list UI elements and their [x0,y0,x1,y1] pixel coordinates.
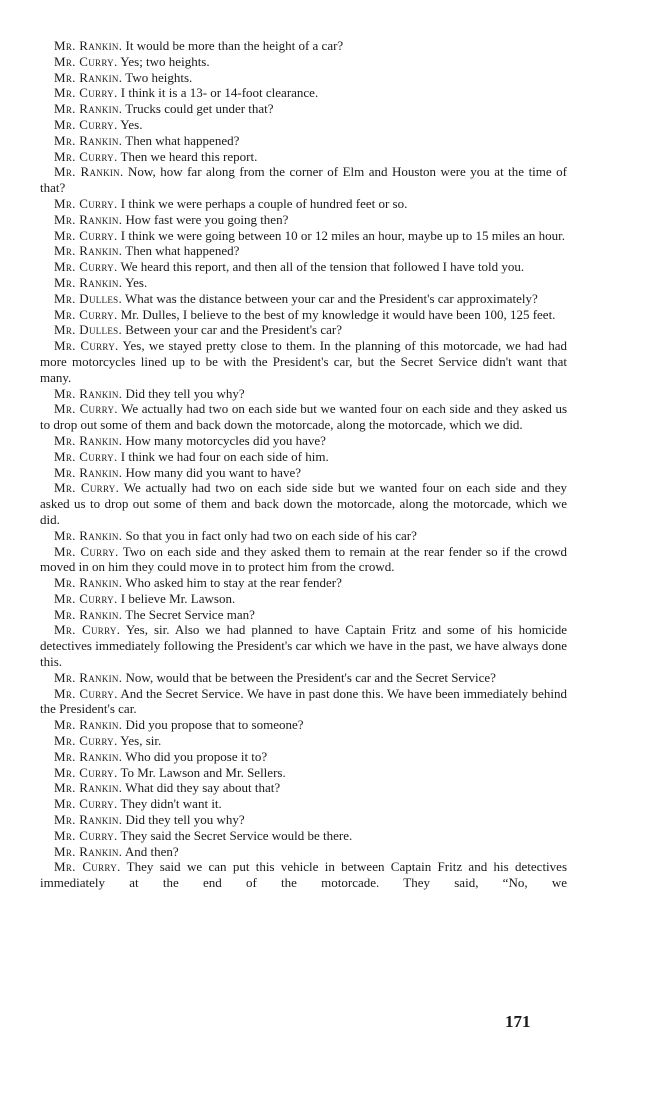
speaker-name: Mr. Curry. [54,85,118,101]
speaker-name: Mr. Rankin. [54,432,123,448]
speech-text: I believe Mr. Lawson. [120,590,236,606]
speaker-name: Mr. Curry. [54,401,118,417]
speaker-name: Mr. Rankin. [54,243,123,259]
testimony-paragraph [40,717,567,733]
testimony-paragraph [40,812,567,828]
testimony-paragraph [40,212,567,228]
speaker-name: Mr. Curry. [54,622,121,638]
speaker-name: Mr. Rankin. [54,132,123,148]
speaker-name: Mr. Curry. [54,148,118,164]
speaker-name: Mr. Rankin. [54,38,123,53]
testimony-paragraph [40,449,567,465]
speaker-name: Mr. Curry. [54,195,118,211]
speech-text: Did they tell you why? [125,812,245,828]
speaker-name: Mr. Curry. [54,764,118,780]
testimony-paragraph [40,70,567,86]
testimony-paragraph [40,607,567,623]
testimony-paragraph [40,38,567,54]
speaker-name: Mr. Rankin. [54,717,123,733]
speaker-name: Mr. Rankin. [54,669,123,685]
speech-text: Then we heard this report. [120,148,258,164]
speech-text: Did they tell you why? [125,385,245,401]
speech-text: We actually had two on each side side but we wanted four on each side and they asked us to drop out some of them and back down the motorcade, along the motorcade, which we did. [40,480,567,527]
speech-text: Between your car and the President's car? [125,322,343,338]
testimony-paragraph [40,243,567,259]
testimony-paragraph [40,844,567,860]
speech-text: What was the distance between your car and the President's car approximately? [125,290,538,306]
page-number: 171 [505,1012,531,1031]
testimony-paragraph [40,733,567,749]
speaker-name: Mr. Curry. [54,306,118,322]
speech-text: And then? [124,843,179,859]
speech-text: How fast were you going then? [125,211,289,227]
speaker-name: Mr. Rankin. [54,843,123,859]
testimony-paragraph [40,780,567,796]
speech-text: Yes, we stayed pretty close to them. In the planning of this motorcade, we had had more motorcycles lined up to be with the President's car, but the Secret Service didn't want that many. [40,338,567,385]
speech-text: They said we can put this vehicle in between Captain Fritz and his detectives immediately at the end of the motorcade. They said, “No, we [40,859,567,891]
speaker-name: Mr. Dulles. [54,290,122,306]
testimony-paragraph [40,433,567,449]
testimony-paragraph [40,465,567,481]
speech-text: To Mr. Lawson and Mr. Sellers. [120,764,286,780]
speaker-name: Mr. Rankin. [54,464,123,480]
speech-text: Mr. Dulles, I believe to the best of my knowledge it would have been 100, 125 feet. [120,306,556,322]
speech-text: Two on each side and they asked them to remain at the rear fender so if the crowd moved in on him they could move in to protect him from the crowd. [40,543,567,575]
testimony-paragraph [40,307,567,323]
speaker-name: Mr. Rankin. [54,101,123,117]
testimony-paragraph [40,686,567,718]
testimony-paragraph [40,228,567,244]
speech-text: So that you in fact only had two on each side of his car? [125,527,417,543]
speaker-name: Mr. Rankin. [54,385,123,401]
testimony-paragraph [40,386,567,402]
testimony-paragraph [40,117,567,133]
speaker-name: Mr. Curry. [54,827,118,843]
testimony-paragraph [40,528,567,544]
speech-text: It would be more than the height of a car? [125,38,344,53]
speaker-name: Mr. Rankin. [54,274,123,290]
testimony-paragraph [40,164,567,196]
speaker-name: Mr. Rankin. [54,606,123,622]
speech-text: Yes; two heights. [120,53,210,69]
speech-text: I think we were going between 10 or 12 miles an hour, maybe up to 15 miles an hour. [120,227,566,243]
speaker-name: Mr. Curry. [54,338,119,354]
speaker-name: Mr. Curry. [54,859,121,875]
speech-text: Trucks could get under that? [125,101,274,117]
speech-text: How many motorcycles did you have? [125,432,326,448]
speaker-name: Mr. Rankin. [54,164,124,180]
testimony-paragraph [40,670,567,686]
speech-text: The Secret Service man? [125,606,255,622]
speech-text: Who did you propose it to? [125,748,268,764]
testimony-paragraph [40,828,567,844]
testimony-paragraph [40,133,567,149]
speech-text: Who asked him to stay at the rear fender? [125,575,342,591]
speech-text: Then what happened? [125,132,240,148]
speech-text: How many did you want to have? [125,464,301,480]
speech-text: They didn't want it. [120,796,222,812]
speaker-name: Mr. Rankin. [54,69,123,85]
speech-text: And the Secret Service. We have in past done this. We have been immediately behind the President's car. [40,685,567,717]
testimony-paragraph [40,575,567,591]
testimony-paragraph [40,796,567,812]
testimony-paragraph [40,54,567,70]
speech-text: What did they say about that? [125,780,281,796]
testimony-paragraph [40,401,567,433]
speech-text: Yes. [125,274,148,290]
speaker-name: Mr. Curry. [54,590,118,606]
speech-text: Yes. [120,116,143,132]
speaker-name: Mr. Rankin. [54,812,123,828]
speech-text: We heard this report, and then all of the tension that followed I have told you. [120,259,525,275]
speech-text: Then what happened? [125,243,240,259]
speaker-name: Mr. Curry. [54,685,118,701]
speech-text: Yes, sir. Also we had planned to have Captain Fritz and some of his homicide detectives immediately following the President's car which we have in the past, we have always done this. [40,622,567,670]
testimony-paragraph [40,591,567,607]
speech-text: We actually had two on each side but we wanted four on each side and they asked us to drop out some of them and back down the motorcade, along the motorcade, which we did. [40,401,567,433]
testimony-paragraph [40,338,567,385]
speech-text: Two heights. [125,69,193,85]
speaker-name: Mr. Curry. [54,227,118,243]
testimony-paragraph [40,196,567,212]
testimony-paragraph [40,275,567,291]
testimony-paragraph [40,622,567,669]
testimony-paragraph [40,149,567,165]
speech-text: Now, how far along from the corner of Elm and Houston were you at the time of that? [40,164,567,196]
testimony-paragraph [40,85,567,101]
speech-text: Now, would that be between the President's car and the Secret Service? [125,669,496,685]
speech-text: Yes, sir. [120,733,162,749]
speaker-name: Mr. Curry. [54,733,118,749]
speaker-name: Mr. Dulles. [54,322,122,338]
speaker-name: Mr. Curry. [54,116,118,132]
speaker-name: Mr. Curry. [54,53,118,69]
testimony-paragraph [40,291,567,307]
testimony-paragraph [40,544,567,576]
speaker-name: Mr. Curry. [54,796,118,812]
speaker-name: Mr. Rankin. [54,780,123,796]
speaker-name: Mr. Rankin. [54,211,123,227]
speaker-name: Mr. Curry. [54,543,119,559]
speaker-name: Mr. Curry. [54,259,118,275]
speaker-name: Mr. Rankin. [54,575,123,591]
testimony-paragraph [40,749,567,765]
testimony-paragraph [40,859,567,891]
speaker-name: Mr. Rankin. [54,748,123,764]
testimony-paragraph [40,259,567,275]
testimony-paragraph [40,101,567,117]
speech-text: I think we were perhaps a couple of hundred feet or so. [120,195,408,211]
testimony-text [40,38,567,891]
speech-text: I think it is a 13- or 14-foot clearance. [120,85,319,101]
testimony-paragraph [40,480,567,527]
speaker-name: Mr. Curry. [54,480,120,496]
speech-text: I think we had four on each side of him. [120,448,329,464]
testimony-paragraph [40,322,567,338]
testimony-paragraph [40,765,567,781]
speech-text: Did you propose that to someone? [125,717,304,733]
speaker-name: Mr. Rankin. [54,527,123,543]
speech-text: They said the Secret Service would be there. [120,827,353,843]
speaker-name: Mr. Curry. [54,448,118,464]
